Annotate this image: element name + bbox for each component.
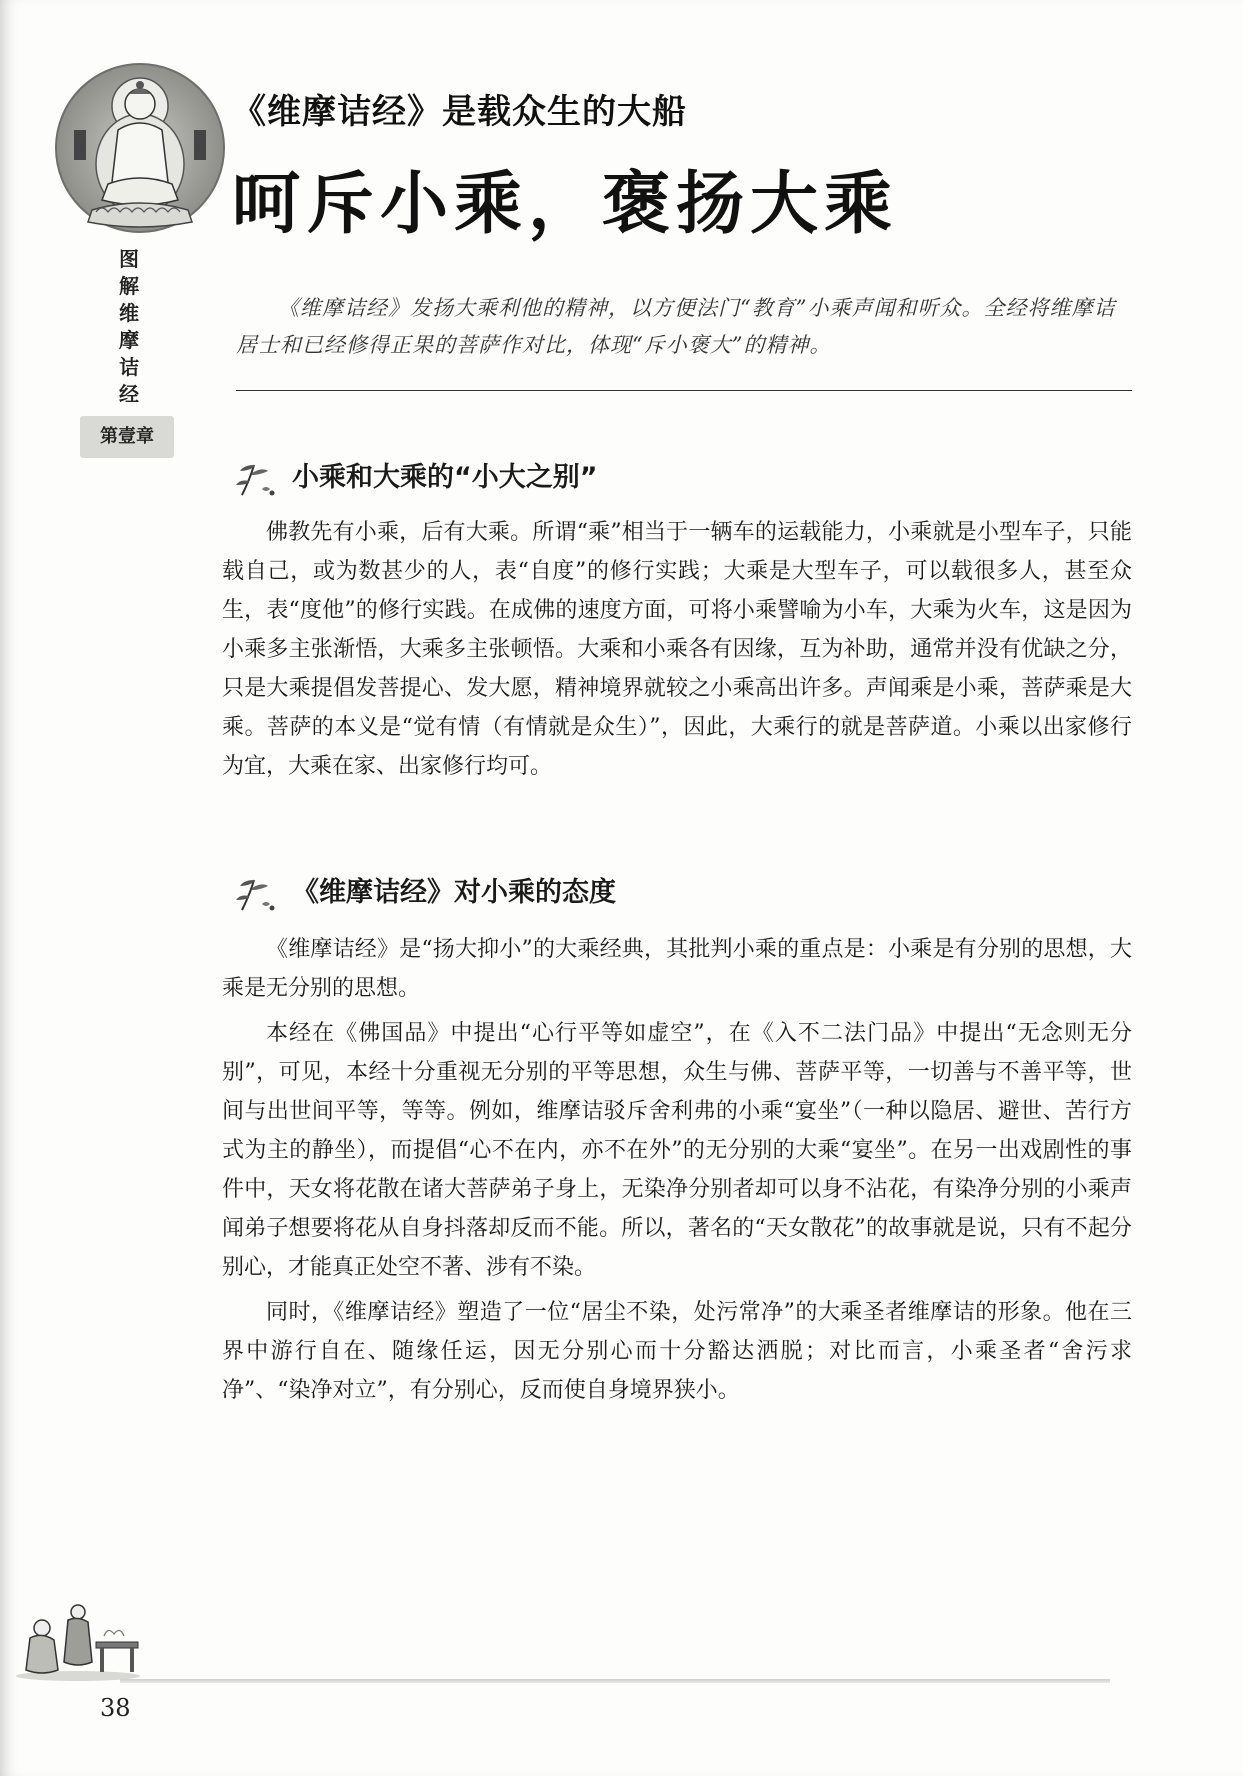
section-2-paragraph-3: 同时，《维摩诘经》塑造了一位“居尘不染，处污常净”的大乘圣者维摩诘的形象。他在三界中游行自在、随缘任运，因无分别心而十分豁达洒脱；对比而言，小乘圣者“舍污求净”、“染净对立”，有分别心，反而使自身境界狭小。 <box>222 1300 1132 1403</box>
page-subtitle: 《维摩诘经》是载众生的大船 <box>232 92 687 132</box>
plant-ornament-icon <box>232 459 280 499</box>
section-2-body <box>222 930 1132 1410</box>
page-title: 呵斥小乘，褒扬大乘 <box>232 165 899 244</box>
section-1-paragraph-1: 佛教先有小乘，后有大乘。所谓“乘”相当于一辆车的运载能力，小乘就是小型车子，只能载自己，或为数甚少的人，表“自度”的修行实践；大乘是大型车子，可以载很多人，甚至众生，表“度他”的修行实践。在成佛的速度方面，可将小乘譬喻为小车，大乘为火车，这是因为小乘多主张渐悟，大乘多主张顿悟。大乘和小乘各有因缘，互为补助，通常并没有优缺之分，只是大乘提倡发菩提心、发大愿，精神境界就较之小乘高出许多。声闻乘是小乘，菩萨乘是大乘。菩萨的本义是“觉有情（有情就是众生）”，因此，大乘行的就是菩萨道。小乘以出家修行为宜，大乘在家、出家修行均可。 <box>222 520 1132 779</box>
section-2-paragraph-1: 《维摩诘经》是“扬大抑小”的大乘经典，其批判小乘的重点是：小乘是有分别的思想，大乘是无分别的思想。 <box>222 937 1132 1001</box>
intro-divider <box>236 390 1132 391</box>
section-heading-2 <box>232 870 616 914</box>
intro-block <box>236 290 1136 364</box>
book-series-vertical-label: 图解维摩诘经 <box>119 247 139 406</box>
chapter-tab: 第壹章 <box>80 416 174 458</box>
buddha-medallion-icon <box>52 60 228 236</box>
intro-text: 《维摩诘经》发扬大乘利他的精神，以方便法门“教育”小乘声闻和听众。全经将维摩诘居士和已经修得正果的菩萨作对比，体现“斥小褒大”的精神。 <box>236 296 1116 357</box>
section-2-paragraph-2: 本经在《佛国品》中提出“心行平等如虚空”，在《入不二法门品》中提出“无念则无分别”，可见，本经十分重视无分别的平等思想，众生与佛、菩萨平等，一切善与不善平等，世间与出世间平等，等等。例如，维摩诘驳斥舍利弗的小乘“宴坐”（一种以隐居、避世、苦行方式为主的静坐），而提倡“心不在内，亦不在外”的无分别的大乘“宴坐”。在另一出戏剧性的事件中，天女将花散在诸大菩萨弟子身上，无染净分别者却可以身不沾花，有染净分别的小乘声闻弟子想要将花从自身抖落却反而不能。所以，著名的“天女散花”的故事就是说，只有不起分别心，才能真正处空不著、涉有不染。 <box>222 1021 1132 1280</box>
page-number: 38 <box>100 1694 131 1722</box>
section-heading-1 <box>232 455 598 499</box>
section-heading-2-text: 《维摩诘经》对小乘的态度 <box>292 877 616 908</box>
section-1-body <box>222 513 1132 786</box>
section-heading-1-text: 小乘和大乘的“小大之别” <box>292 462 598 493</box>
plant-ornament-icon <box>232 874 280 914</box>
scholars-scene-icon <box>12 1590 144 1682</box>
footer-divider <box>120 1679 1110 1683</box>
